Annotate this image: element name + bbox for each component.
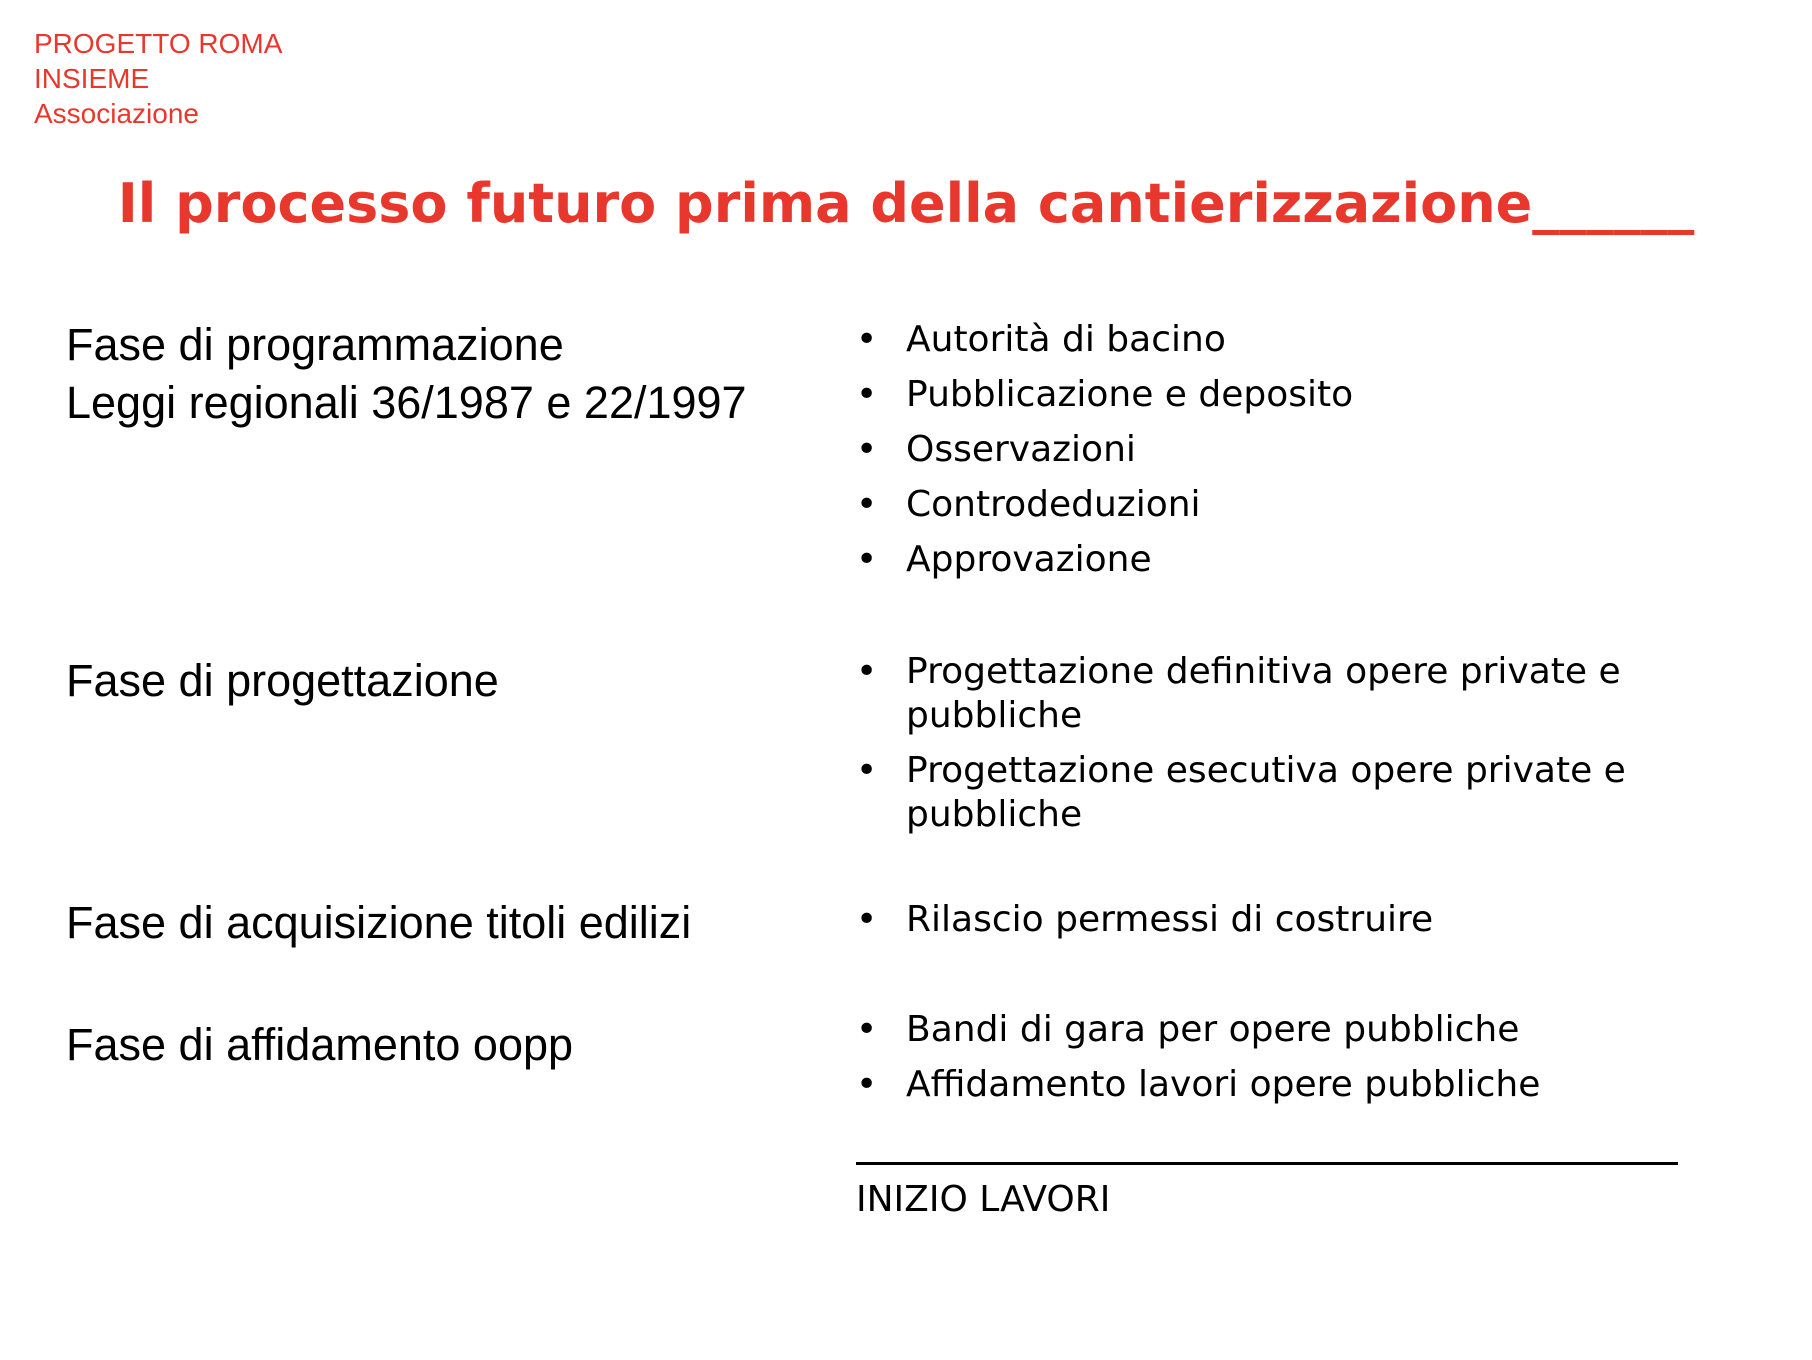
list-item [856,318,1756,362]
bullet-icon: • [856,1064,878,1105]
phase-sublabel: Leggi regionali 36/1987 e 22/1997 [66,377,747,428]
phase-programmazione [66,316,747,432]
list-item-text: Progettazione definitiva opere private e pubbliche [906,651,1621,736]
list-item-text: Controdeduzioni [906,484,1201,525]
phase-label: Fase di acquisizione titoli edilizi [66,897,692,948]
list-item-text: Rilascio permessi di costruire [906,899,1434,940]
bullet-icon: • [856,1009,878,1050]
bullet-icon: • [856,651,878,692]
list-item [856,373,1756,417]
phase-affidamento [66,1016,573,1074]
phase-label: Fase di affidamento oopp [66,1019,574,1070]
list-item [856,898,1756,942]
bullet-icon: • [856,429,878,470]
bullet-icon: • [856,539,878,580]
organization-name [34,26,282,131]
bullet-icon: • [856,750,878,791]
phase-label: Fase di programmazione [66,319,564,370]
list-item [856,483,1756,527]
divider-line [856,1162,1678,1165]
phase-label: Fase di progettazione [66,655,499,706]
phase-progettazione [66,652,499,710]
phase-affidamento-steps [856,1008,1756,1118]
inizio-lavori-label: INIZIO LAVORI [856,1179,1111,1220]
list-item [856,650,1676,738]
bullet-icon: • [856,899,878,940]
list-item-text: Affidamento lavori opere pubbliche [906,1064,1541,1105]
list-item-text: Autorità di bacino [906,319,1226,360]
phase-titoli-edilizi-steps [856,898,1756,953]
list-item [856,428,1756,472]
list-item-text: Approvazione [906,539,1152,580]
phase-titoli-edilizi [66,894,691,952]
org-line-3: Associazione [34,98,199,129]
bullet-icon: • [856,374,878,415]
slide-title: Il processo futuro prima della cantierizzazione______ [117,172,1695,235]
bullet-icon: • [856,319,878,360]
org-line-2: INSIEME [34,63,150,94]
list-item [856,1063,1756,1107]
list-item-text: Pubblicazione e deposito [906,374,1354,415]
list-item [856,749,1676,837]
list-item [856,1008,1756,1052]
list-item-text: Progettazione esecutiva opere private e pubbliche [906,750,1626,835]
list-item-text: Osservazioni [906,429,1136,470]
org-line-1: PROGETTO ROMA [34,28,283,59]
bullet-icon: • [856,484,878,525]
phase-progettazione-steps [856,650,1676,848]
list-item [856,538,1756,582]
list-item-text: Bandi di gara per opere pubbliche [906,1009,1520,1050]
phase-programmazione-steps [856,318,1756,593]
